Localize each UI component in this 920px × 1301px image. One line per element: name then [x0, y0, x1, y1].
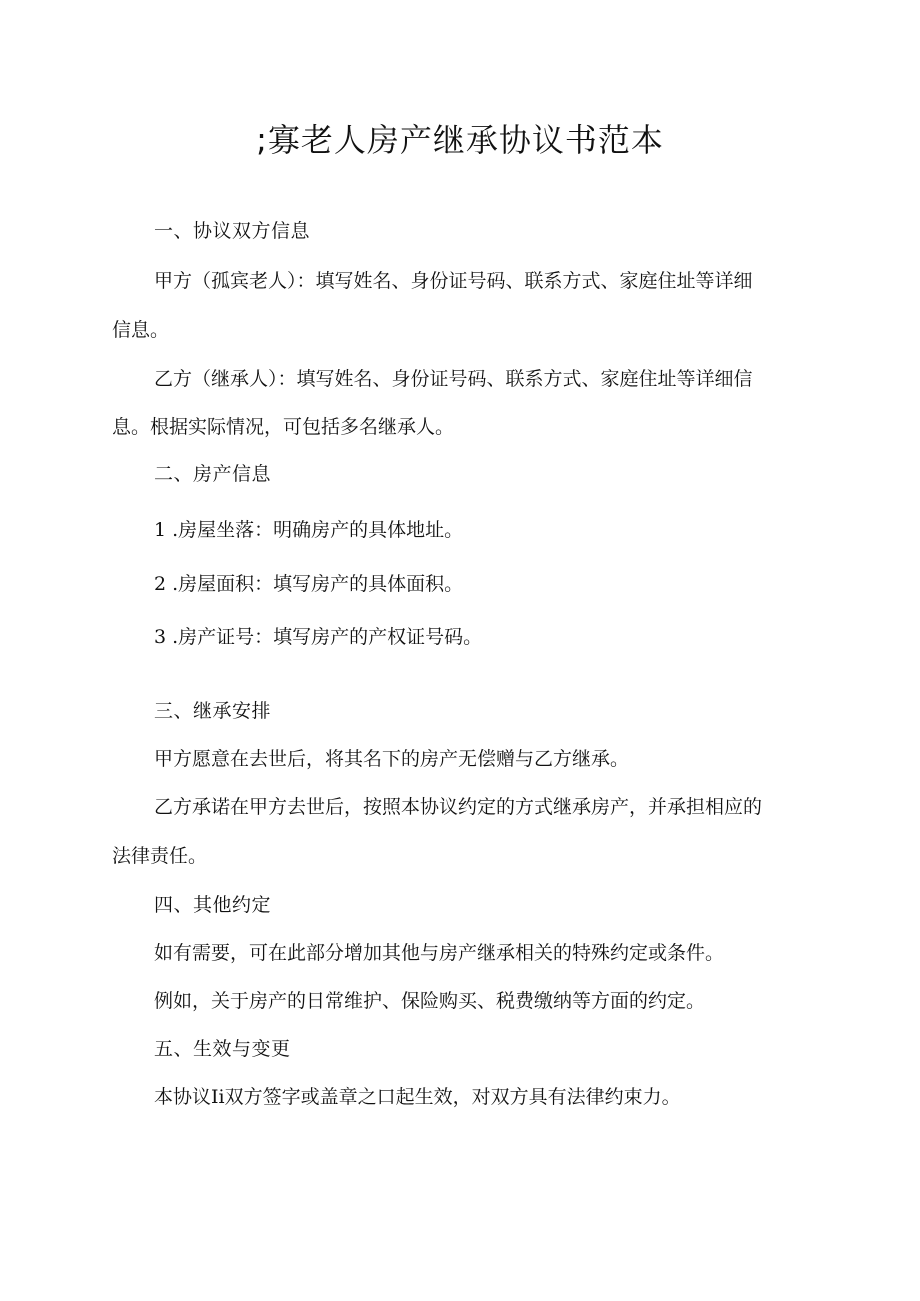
party-a-paragraph-line1: 甲方（孤宾老人）：填写姓名、身份证号码、联系方式、家庭住址等详细: [154, 270, 753, 292]
other-paragraph-2: 例如，关于房产的日常维护、保险购买、税费缴纳等方面的约定。: [154, 990, 706, 1012]
section-heading-inheritance: 三、继承安排: [154, 700, 272, 722]
inheritance-paragraph-2-line1: 乙方承诺在甲方去世后，按照本协议约定的方式继承房产，并承担相应的: [154, 796, 763, 818]
inheritance-paragraph-2-line2: 法律责任。: [112, 845, 208, 867]
section-heading-other: 四、其他约定: [154, 894, 272, 916]
section-heading-effect: 五、生效与变更: [154, 1038, 291, 1060]
property-item-location: 1 .房屋坐落：明确房产的具体地址。: [154, 519, 464, 541]
property-item-area: 2 .房屋面积：填写房产的具体面积。: [154, 573, 464, 595]
party-b-paragraph-line1: 乙方（继承人）：填写姓名、身份证号码、联系方式、家庭住址等详细信: [154, 368, 753, 390]
property-item-certificate: 3 .房产证号：填写房产的产权证号码。: [154, 626, 483, 648]
section-heading-property: 二、房产信息: [154, 463, 272, 485]
other-paragraph-1: 如有需要，可在此部分增加其他与房产继承相关的特殊约定或条件。: [154, 942, 725, 964]
document-title: ;寡老人房产继承协议书范本: [256, 121, 664, 159]
party-a-paragraph-line2: 信息。: [112, 319, 170, 341]
party-b-paragraph-line2: 息。根据实际情况，可包括多名继承人。: [112, 416, 455, 438]
inheritance-paragraph-1: 甲方愿意在去世后，将其名下的房产无偿赠与乙方继承。: [154, 748, 630, 770]
section-heading-parties: 一、协议双方信息: [154, 220, 311, 242]
effect-paragraph-1: 本协议Ii双方签字或盖章之口起生效，对双方具有法律约束力。: [154, 1086, 681, 1108]
